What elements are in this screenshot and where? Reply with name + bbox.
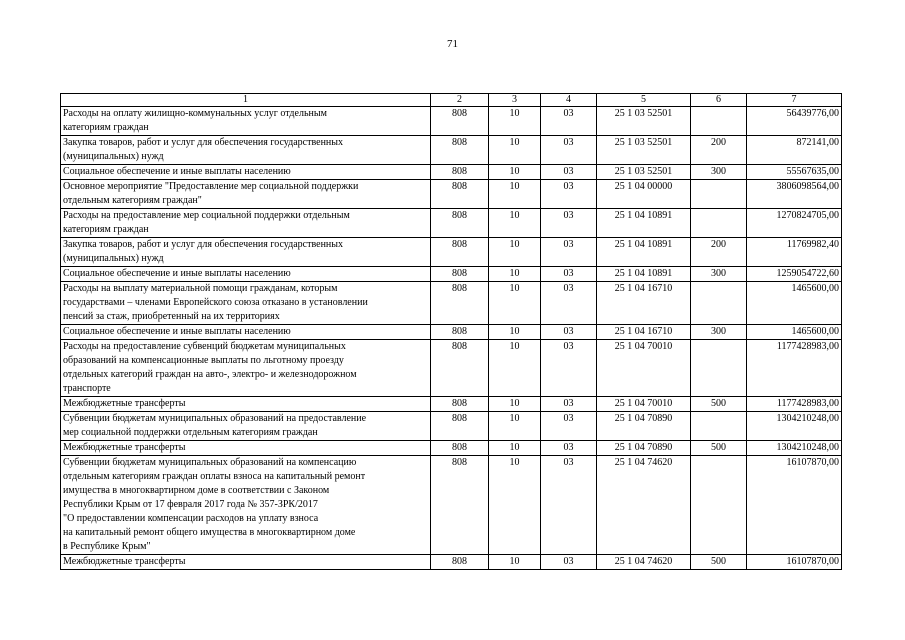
cell-subsection: 03	[541, 107, 597, 136]
cell-section: 10	[489, 555, 541, 570]
row-description: Субвенции бюджетам муниципальных образований на предоставление мер социальной поддержки отдельным категориям граждан	[61, 412, 431, 441]
table-row	[61, 209, 842, 238]
cell-admin-code: 808	[431, 107, 489, 136]
cell-amount: 872141,00	[747, 136, 842, 165]
row-description: Закупка товаров, работ и услуг для обеспечения государственных (муниципальных) нужд	[61, 136, 431, 165]
cell-subsection: 03	[541, 238, 597, 267]
cell-subsection: 03	[541, 180, 597, 209]
cell-target-article: 25 1 04 10891	[597, 209, 691, 238]
column-header: 1	[61, 94, 431, 107]
cell-subsection: 03	[541, 267, 597, 282]
table-row	[61, 441, 842, 456]
cell-section: 10	[489, 267, 541, 282]
cell-subsection: 03	[541, 136, 597, 165]
cell-amount: 16107870,00	[747, 555, 842, 570]
column-header: 2	[431, 94, 489, 107]
cell-section: 10	[489, 340, 541, 397]
cell-admin-code: 808	[431, 238, 489, 267]
row-description: Социальное обеспечение и иные выплаты населению	[61, 165, 431, 180]
cell-expense-type	[691, 209, 747, 238]
cell-expense-type	[691, 412, 747, 441]
cell-section: 10	[489, 456, 541, 555]
cell-section: 10	[489, 397, 541, 412]
column-header: 5	[597, 94, 691, 107]
cell-expense-type	[691, 107, 747, 136]
row-description: Социальное обеспечение и иные выплаты населению	[61, 267, 431, 282]
cell-admin-code: 808	[431, 412, 489, 441]
column-header: 3	[489, 94, 541, 107]
cell-target-article: 25 1 04 74620	[597, 555, 691, 570]
cell-subsection: 03	[541, 282, 597, 325]
cell-expense-type: 300	[691, 267, 747, 282]
row-description: Расходы на выплату материальной помощи гражданам, которым государствами – членами Европейского союза отказано в установлении пенсий за стаж, приобретенный на их территориях	[61, 282, 431, 325]
cell-admin-code: 808	[431, 267, 489, 282]
table-row	[61, 456, 842, 555]
cell-expense-type: 200	[691, 238, 747, 267]
cell-target-article: 25 1 04 70010	[597, 340, 691, 397]
cell-section: 10	[489, 209, 541, 238]
cell-section: 10	[489, 180, 541, 209]
cell-amount: 3806098564,00	[747, 180, 842, 209]
table-row	[61, 238, 842, 267]
table-row	[61, 107, 842, 136]
table-row	[61, 397, 842, 412]
cell-subsection: 03	[541, 441, 597, 456]
cell-admin-code: 808	[431, 441, 489, 456]
cell-amount: 1259054722,60	[747, 267, 842, 282]
column-header: 7	[747, 94, 842, 107]
header-row	[61, 94, 842, 107]
cell-subsection: 03	[541, 412, 597, 441]
cell-amount: 55567635,00	[747, 165, 842, 180]
row-description: Межбюджетные трансферты	[61, 555, 431, 570]
cell-section: 10	[489, 107, 541, 136]
cell-subsection: 03	[541, 555, 597, 570]
cell-expense-type: 500	[691, 397, 747, 412]
cell-subsection: 03	[541, 325, 597, 340]
cell-expense-type: 300	[691, 165, 747, 180]
cell-subsection: 03	[541, 456, 597, 555]
cell-target-article: 25 1 04 10891	[597, 267, 691, 282]
table-row	[61, 282, 842, 325]
cell-admin-code: 808	[431, 282, 489, 325]
cell-amount: 1304210248,00	[747, 412, 842, 441]
cell-amount: 1270824705,00	[747, 209, 842, 238]
cell-amount: 1177428983,00	[747, 397, 842, 412]
cell-subsection: 03	[541, 209, 597, 238]
cell-admin-code: 808	[431, 397, 489, 412]
cell-amount: 16107870,00	[747, 456, 842, 555]
cell-target-article: 25 1 04 70010	[597, 397, 691, 412]
row-description: Расходы на оплату жилищно-коммунальных услуг отдельным категориям граждан	[61, 107, 431, 136]
cell-expense-type: 200	[691, 136, 747, 165]
cell-target-article: 25 1 04 16710	[597, 325, 691, 340]
cell-target-article: 25 1 04 74620	[597, 456, 691, 555]
cell-expense-type: 500	[691, 441, 747, 456]
column-header: 4	[541, 94, 597, 107]
cell-target-article: 25 1 04 00000	[597, 180, 691, 209]
row-description: Основное мероприятие "Предоставление мер социальной поддержки отдельным категориям граждан"	[61, 180, 431, 209]
cell-amount: 1304210248,00	[747, 441, 842, 456]
cell-admin-code: 808	[431, 325, 489, 340]
cell-section: 10	[489, 238, 541, 267]
cell-subsection: 03	[541, 397, 597, 412]
row-description: Межбюджетные трансферты	[61, 441, 431, 456]
row-description: Межбюджетные трансферты	[61, 397, 431, 412]
row-description: Расходы на предоставление мер социальной поддержки отдельным категориям граждан	[61, 209, 431, 238]
cell-target-article: 25 1 04 70890	[597, 412, 691, 441]
cell-section: 10	[489, 282, 541, 325]
cell-amount: 1465600,00	[747, 282, 842, 325]
cell-subsection: 03	[541, 165, 597, 180]
cell-expense-type	[691, 340, 747, 397]
table-row	[61, 267, 842, 282]
cell-admin-code: 808	[431, 209, 489, 238]
table-row	[61, 180, 842, 209]
cell-amount: 11769982,40	[747, 238, 842, 267]
cell-amount: 1465600,00	[747, 325, 842, 340]
row-description: Закупка товаров, работ и услуг для обеспечения государственных (муниципальных) нужд	[61, 238, 431, 267]
cell-admin-code: 808	[431, 180, 489, 209]
cell-expense-type: 500	[691, 555, 747, 570]
cell-target-article: 25 1 04 16710	[597, 282, 691, 325]
cell-admin-code: 808	[431, 340, 489, 397]
cell-target-article: 25 1 03 52501	[597, 165, 691, 180]
page-number: 71	[447, 38, 458, 50]
cell-target-article: 25 1 03 52501	[597, 107, 691, 136]
cell-target-article: 25 1 04 70890	[597, 441, 691, 456]
table-row	[61, 555, 842, 570]
cell-expense-type	[691, 456, 747, 555]
cell-expense-type: 300	[691, 325, 747, 340]
table-row	[61, 165, 842, 180]
cell-section: 10	[489, 165, 541, 180]
cell-expense-type	[691, 180, 747, 209]
cell-admin-code: 808	[431, 456, 489, 555]
table-row	[61, 325, 842, 340]
row-description: Расходы на предоставление субвенций бюджетам муниципальных образований на компенсационные выплаты по льготному проезду отдельных категорий граждан на авто-, электро- и железнодорожном транспорте	[61, 340, 431, 397]
row-description: Субвенции бюджетам муниципальных образований на компенсацию отдельным категориям граждан оплаты взноса на капитальный ремонт имущества в многоквартирном доме в соответствии с Законом Республики Крым от 17 февраля 2017 года № 357-ЗРК/2017 "О предоставлении компенсации расходов на уплату взноса на капитальный ремонт общего имущества в многоквартирном доме в Республике Крым"	[61, 456, 431, 555]
row-description: Социальное обеспечение и иные выплаты населению	[61, 325, 431, 340]
cell-amount: 1177428983,00	[747, 340, 842, 397]
cell-section: 10	[489, 412, 541, 441]
cell-admin-code: 808	[431, 555, 489, 570]
table-row	[61, 340, 842, 397]
cell-admin-code: 808	[431, 165, 489, 180]
budget-table	[60, 93, 842, 570]
cell-target-article: 25 1 03 52501	[597, 136, 691, 165]
table-row	[61, 136, 842, 165]
table-row	[61, 412, 842, 441]
cell-expense-type	[691, 282, 747, 325]
cell-admin-code: 808	[431, 136, 489, 165]
cell-amount: 56439776,00	[747, 107, 842, 136]
cell-section: 10	[489, 325, 541, 340]
cell-subsection: 03	[541, 340, 597, 397]
cell-section: 10	[489, 441, 541, 456]
cell-section: 10	[489, 136, 541, 165]
cell-target-article: 25 1 04 10891	[597, 238, 691, 267]
column-header: 6	[691, 94, 747, 107]
